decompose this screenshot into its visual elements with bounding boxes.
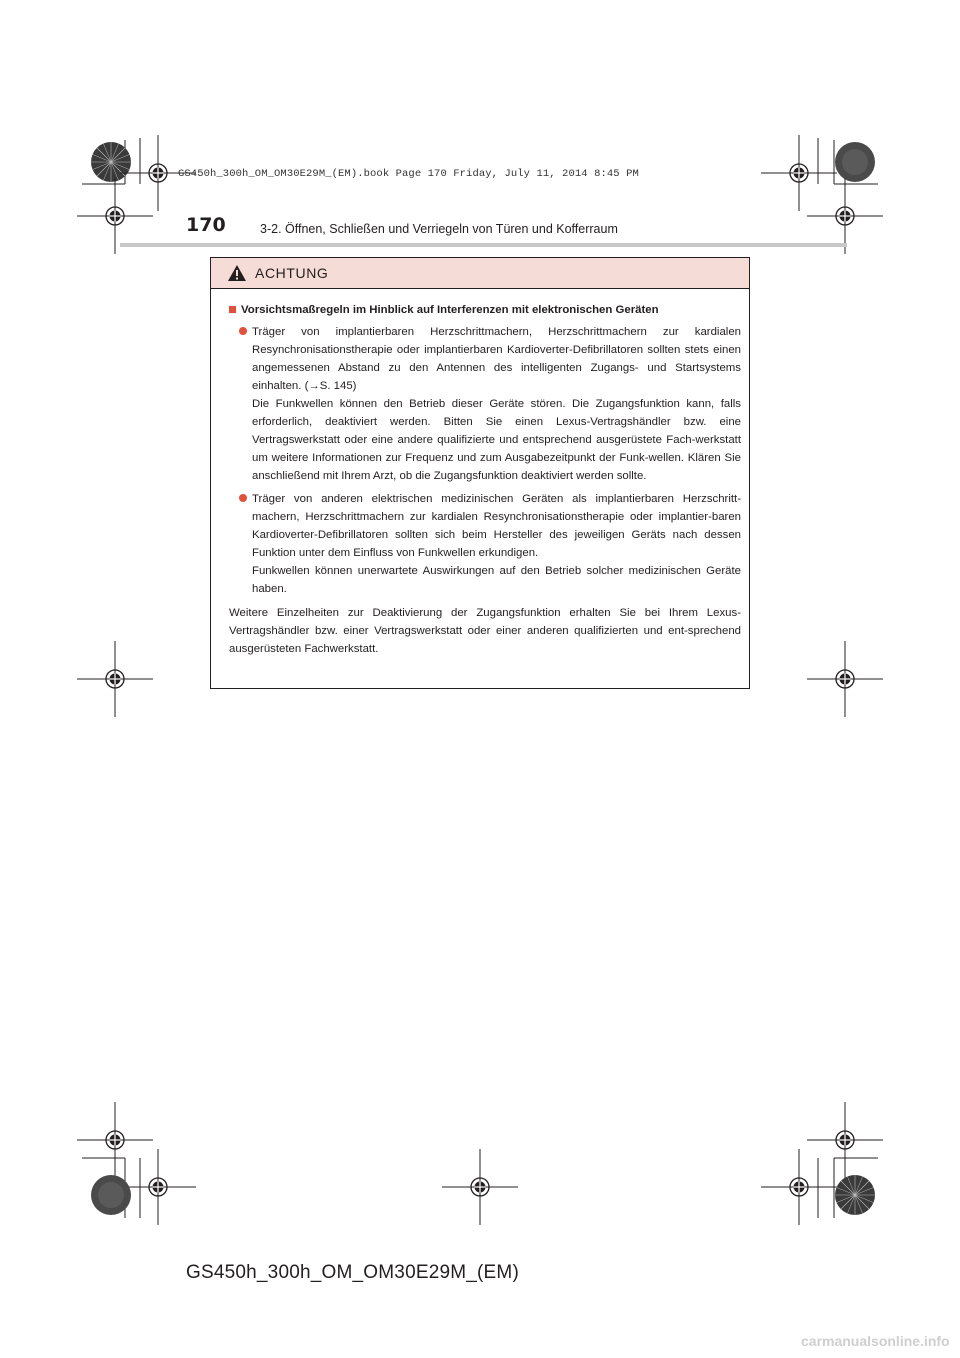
registration-mark-icon — [761, 1149, 837, 1225]
book-info-line: GS450h_300h_OM_OM30E29M_(EM).book Page 170 Friday, July 11, 2014 8:45 PM — [178, 168, 639, 180]
closing-paragraph: Weitere Einzelheiten zur Deaktivierung der Zugangsfunktion erhalten Sie bei Ihrem Lexus-Vertragshändler bzw. einer Vertragswerkstatt oder einer anderen qualifizierten und ent-sprechend ausgerüsteten Fachwerkstatt. — [229, 607, 741, 655]
registration-mark-icon — [442, 1149, 518, 1225]
section-title: 3-2. Öffnen, Schließen und Verriegeln von Türen und Kofferraum — [260, 222, 618, 236]
star-target-icon — [835, 1175, 875, 1215]
warning-title: ACHTUNG — [255, 265, 329, 281]
warning-subheading-text: Vorsichtsmaßregeln im Hinblick auf Interferenzen mit elektronischen Geräten — [241, 304, 659, 316]
list-item — [239, 323, 741, 485]
watermark: carmanualsonline.info — [801, 1333, 950, 1349]
round-bullet-icon — [239, 494, 247, 502]
warning-header — [211, 258, 749, 289]
bullet-paragraph: Träger von anderen elektrischen medizinischen Geräten als implantierbaren Herzschritt-machern, Herzschrittmachern zur kardialen Resynchronisationstherapie oder implantier-baren Kardioverter-Defibrillatoren sollten sich beim Hersteller des jeweiligen Geräts nach dessen Funktion unter dem Einfluss von Funkwellen erkundigen. — [252, 493, 741, 559]
registration-mark-icon — [807, 641, 883, 717]
registration-mark-icon — [77, 1102, 153, 1178]
gray-target-icon — [91, 1175, 131, 1215]
gray-target-icon — [835, 142, 875, 182]
list-item — [239, 490, 741, 598]
warning-box — [210, 257, 750, 689]
round-bullet-icon — [239, 327, 247, 335]
footer-document-code: GS450h_300h_OM_OM30E29M_(EM) — [186, 1262, 519, 1283]
header-rule — [120, 243, 847, 247]
bullet-paragraph: Funkwellen können unerwartete Auswirkungen auf den Betrieb solcher medizinischen Geräte haben. — [252, 565, 741, 595]
star-target-icon — [91, 142, 131, 182]
bullet-paragraph: Die Funkwellen können den Betrieb dieser Geräte stören. Die Zugangsfunktion kann, falls erforderlich, deaktiviert werden. Bitten Sie einen Lexus-Vertragshändler bzw. eine Vertragswerkstatt oder eine andere qualifizierte und entsprechend ausgerüstete Fach-werkstatt um weitere Informationen zur Frequenz und zum Ausgabezeitpunkt der Funk-wellen. Klären Sie anschließend mit Ihrem Arzt, ob die Zugangsfunktion deaktiviert werden sollte. — [252, 398, 741, 482]
registration-mark-icon — [120, 1149, 196, 1225]
warning-body — [211, 289, 749, 658]
square-bullet-icon — [229, 306, 236, 313]
registration-mark-icon — [761, 135, 837, 211]
registration-mark-icon — [77, 641, 153, 717]
bullet-paragraph: Träger von implantierbaren Herzschrittmachern, Herzschrittmachern zur kardialen Resynchronisationstherapie oder implantierbaren Kardioverter-Defibrillatoren sollten stets einen angemessenen Abstand zu den Antennen des intelligenten Zugangs- und Startsystems einhalten. (→S. 145) — [252, 326, 741, 392]
warning-subheading — [229, 301, 741, 319]
page-number: 170 — [186, 214, 226, 236]
warning-triangle-icon — [227, 264, 247, 282]
